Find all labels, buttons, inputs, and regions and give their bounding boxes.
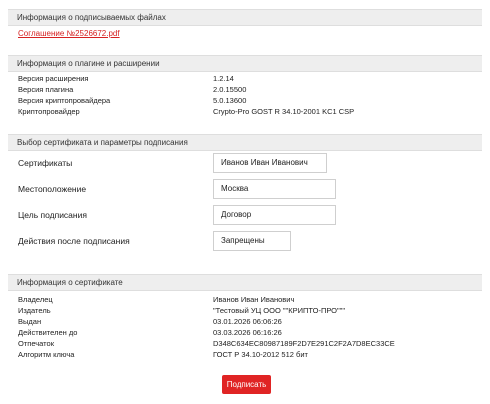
post-sign-actions-field bbox=[18, 231, 478, 251]
plugin-row-key: Криптопровайдер bbox=[18, 107, 80, 116]
cert-row-key: Алгоритм ключа bbox=[18, 350, 75, 359]
cert-row-owner bbox=[18, 294, 478, 305]
cert-row-key: Издатель bbox=[18, 306, 51, 315]
plugin-row-csp bbox=[18, 106, 478, 117]
certificate-section-header: Информация о сертификате bbox=[8, 274, 482, 291]
plugin-row-value: 2.0.15500 bbox=[213, 85, 247, 94]
cert-row-key: Владелец bbox=[18, 295, 53, 304]
cert-row-issuer bbox=[18, 305, 478, 316]
document-file-link[interactable]: Соглашение №2526672.pdf bbox=[18, 29, 120, 38]
plugin-row-csp-version bbox=[18, 95, 478, 106]
cert-row-valid-until bbox=[18, 327, 478, 338]
cert-row-issued bbox=[18, 316, 478, 327]
cert-row-value: "Тестовый УЦ ООО ""КРИПТО-ПРО""" bbox=[213, 306, 345, 315]
plugin-row-value: 1.2.14 bbox=[213, 74, 234, 83]
certificate-field bbox=[18, 153, 478, 173]
cert-row-value: Иванов Иван Иванович bbox=[213, 295, 295, 304]
plugin-row-key: Версия криптопровайдера bbox=[18, 96, 111, 105]
plugin-row-key: Версия плагина bbox=[18, 85, 74, 94]
cert-row-value: D348C634EC80987189F2D7E291C2F2A7D8EC33CE bbox=[213, 339, 395, 348]
plugin-section-header: Информация о плагине и расширении bbox=[8, 55, 482, 72]
location-field bbox=[18, 179, 478, 199]
location-label: Местоположение bbox=[18, 184, 87, 194]
cert-row-key: Действителен до bbox=[18, 328, 78, 337]
plugin-row-extension-version bbox=[18, 73, 478, 84]
post-sign-actions-label: Действия после подписания bbox=[18, 236, 130, 246]
plugin-row-value: Crypto-Pro GOST R 34.10-2001 KC1 CSP bbox=[213, 107, 355, 116]
plugin-row-plugin-version bbox=[18, 84, 478, 95]
cert-row-value: 03.03.2026 06:16:26 bbox=[213, 328, 282, 337]
sign-button[interactable]: Подписать bbox=[222, 375, 271, 394]
post-sign-actions-select[interactable]: Запрещены bbox=[213, 231, 291, 251]
cert-row-key: Выдан bbox=[18, 317, 42, 326]
purpose-field bbox=[18, 205, 478, 225]
cert-row-key-algorithm bbox=[18, 349, 478, 360]
cert-row-value: 03.01.2026 06:06:26 bbox=[213, 317, 282, 326]
cert-row-thumbprint bbox=[18, 338, 478, 349]
cert-row-key: Отпечаток bbox=[18, 339, 54, 348]
location-input[interactable]: Москва bbox=[213, 179, 336, 199]
cert-row-value: ГОСТ Р 34.10-2012 512 бит bbox=[213, 350, 308, 359]
purpose-label: Цель подписания bbox=[18, 210, 87, 220]
purpose-input[interactable]: Договор bbox=[213, 205, 336, 225]
plugin-row-value: 5.0.13600 bbox=[213, 96, 247, 105]
certificate-label: Сертификаты bbox=[18, 158, 73, 168]
files-section-header: Информация о подписываемых файлах bbox=[8, 9, 482, 26]
plugin-row-key: Версия расширения bbox=[18, 74, 89, 83]
certificate-select[interactable]: Иванов Иван Иванович bbox=[213, 153, 327, 173]
signing-section-header: Выбор сертификата и параметры подписания bbox=[8, 134, 482, 151]
